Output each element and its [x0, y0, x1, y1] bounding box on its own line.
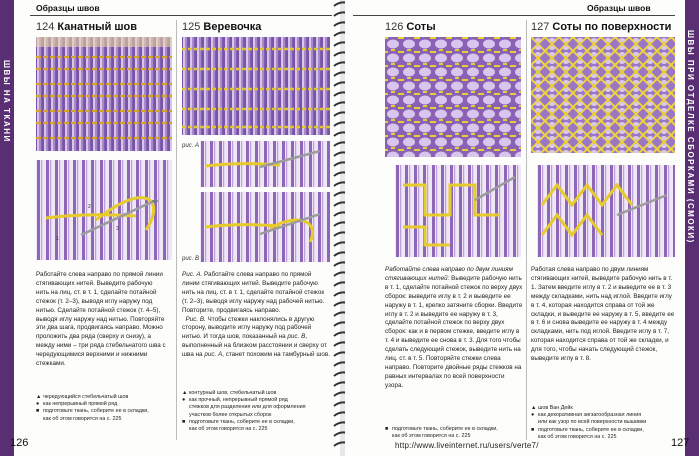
note-line: как об этом говорится на с. 225 [538, 433, 617, 440]
right-page [345, 0, 699, 456]
stitch-126-notes [385, 426, 523, 440]
stitch-124-notes [36, 394, 168, 423]
stitch-127-diagram [537, 165, 675, 257]
note-line: или как узор по всей поверхности вышивки [538, 419, 647, 426]
stitch-126-instructions [385, 266, 523, 393]
stitch-124-photo [36, 37, 172, 151]
note-line: ■ подготовьте ткань, соберите ее в складки, [36, 408, 149, 415]
note-line: ■ подготовьте ткань, соберите ее в складки, [385, 426, 498, 432]
note-line: как об этом говорится на с. 225 [43, 415, 122, 422]
column-divider [176, 20, 177, 440]
left-page [0, 0, 340, 456]
stitch-126-title [385, 21, 436, 33]
stitch-124-title [36, 21, 137, 33]
note-line: ▲ шов Ван Дейк [531, 405, 573, 411]
stitch-127-instructions [531, 266, 675, 366]
instruction-text: Рис. А. Работайте слева направо по прямой линии стягивающих нитей. Выведите рабочую нить на лиц. ст. в т. 1, сделайте потайной стежок (т. 2–3), выводя иглу наружу над рабочей нитью. Повторите, продвигаясь направо. Рис. В. Чтобы стежки наклонялись в другую сторону, выводите иглу наружу под рабочей нитью. И тогда шов, показанный на рис. В, выполненный на близком расстоянии и сверху от шва на рис. А, станет похожим на тамбурный шов. [182, 271, 330, 359]
stitch-127-title [531, 21, 671, 33]
stitch-name: Веревочка [203, 21, 262, 33]
stitch-125-instructions [182, 271, 330, 362]
stitch-126-photo [385, 37, 521, 157]
instruction-text: Работая слева направо по двум линиям стягивающих нитей, выведите рабочую нить в т. 1. Затем введите иглу в т. 2 и выведите ее в т. 3 между складками, нить над иглой. Введите иглу в т. 4, которая находится справа от той же складки, и выведите ее наружу в т. 5, введите ее в т. 6 и снова выведите ее наружу в т. 4 между складками, нить под иглой. Введите иглу в т. 7, которая находится справа от той же складки, и для того, чтобы начать следующий стежок, выведите иглу в т. 8. [531, 266, 675, 363]
stitch-125-notes [182, 390, 330, 433]
note-line: ● как прочный, непрерывный прямой ряд [182, 397, 288, 404]
page-header: Образцы швов [587, 3, 651, 13]
note-line: участков более открытых сборок [189, 411, 272, 418]
stitch-124-instructions [36, 271, 166, 371]
header-rule [30, 15, 332, 16]
stitch-126-diagram [395, 165, 521, 257]
instruction-text: Работайте слева направо по прямой линии стягивающих нитей. Выведите рабочую нить на лиц. ст. в т. 1, сделайте потайной стежок (т. 2–3), выводя иглу наружу под нитью. Сделайте потайной стежок (т. 4–5), выводя иглу наружу над нитью. Повторяйте эти два шага, продвигаясь направо. Можно проложить два ряда (сверху и снизу), а между ними – три ряда стебельчатого шва с чередующимися верхними и нижними стежками. [36, 271, 166, 368]
stitch-127-photo [531, 37, 675, 153]
stitch-125-diagram-b [200, 192, 330, 262]
header-rule [353, 15, 675, 16]
note-line: как об этом говорится на с. 225 [189, 426, 268, 433]
stitch-name: Соты [406, 21, 436, 33]
note-line: ● как декоративная зигзагообразная линия [531, 412, 642, 419]
website-watermark: http://www.liveinternet.ru/users/verte7/ [395, 441, 539, 450]
note-line: ▲ чередующийся стебельчатый шов [36, 394, 129, 400]
svg-text:1: 1 [56, 236, 59, 242]
side-tab-label: ШВЫ ПРИ ОТДЕЛКЕ СБОРКАМИ (СМОКИ) [686, 30, 695, 244]
stitch-125-title [182, 21, 261, 33]
note-line: как об этом говорится на с. 225 [392, 433, 471, 440]
column-divider [526, 20, 527, 440]
svg-text:3: 3 [116, 226, 119, 232]
side-tab-label: ШВЫ НА ТКАНИ [2, 60, 11, 143]
page-number: 126 [10, 437, 29, 449]
note-line: ● как непрерывный прямой ряд [36, 401, 118, 408]
stitch-124-diagram [36, 160, 172, 260]
note-line: ■ подготовьте ткань, соберите ее в складки, [182, 418, 295, 425]
stitch-125-diagram-a [200, 141, 330, 187]
stitch-number: 125 [182, 21, 201, 33]
page-header: Образцы швов [36, 3, 100, 13]
stitch-127-notes [531, 405, 671, 441]
stitch-number: 126 [385, 21, 404, 33]
stitch-number: 127 [531, 21, 550, 33]
figure-b-label: рис. В [182, 256, 200, 262]
stitch-name: Соты по поверхности [552, 21, 672, 33]
stitch-125-photo [182, 37, 330, 135]
instruction-text: Работайте слева направо по двум линиям стягивающих нитей: Выведите рабочую нить в т. 1, сделайте потайной стежок по верху двух сборок: выведите иглу в т. 2 и выведите ее наружу в т. 1, крепко затяните сборки. Введите иглу в т. 2 и выведите ее наружу в т. 3, сделайте потайной стежок по верху двух сборок: как и в первом стежке, введите иглу в т. 4 и выведите ее снова в т. 3. Для того чтобы сделать следующий стежок, выведите нить на лиц. ст. в т. 5. Повторяйте стежки слева направо. Повторите двойные ряды стежков на равных интервалах по всей поверхности узора. [385, 266, 523, 389]
note-line: ▲ контурный шов, стебельчатый шов [182, 390, 277, 396]
note-line: стежков для разделения или для оформления [189, 404, 306, 411]
figure-a-label: рис. А [182, 143, 200, 149]
stitch-number: 124 [36, 21, 55, 33]
svg-text:2: 2 [88, 204, 91, 210]
note-line: ■ подготовьте ткань, соберите ее в складки, [531, 426, 644, 433]
page-number: 127 [671, 437, 690, 449]
stitch-name: Канатный шов [57, 21, 138, 33]
